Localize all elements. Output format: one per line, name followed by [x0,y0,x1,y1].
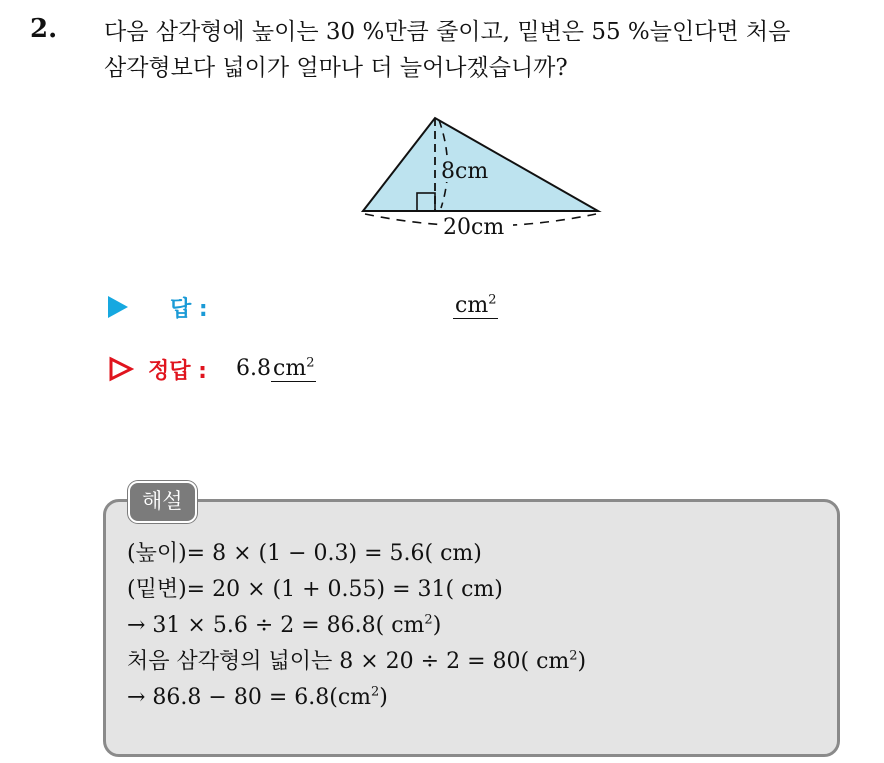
triangle-figure [355,110,615,245]
answer-row [108,292,608,326]
explanation-line-exponent: 2 [569,648,578,664]
explanation-line [127,572,586,608]
question-text [104,14,864,86]
explanation-line-exponent: 2 [371,684,380,700]
base-label: 20cm [443,215,505,240]
answer-blank[interactable] [453,294,498,319]
correct-label: 정답 : [148,359,207,384]
question-line-1: 다음 삼각형에 높이는 30 %만큼 줄이고, 밑변은 55 %늘인다면 처음 [104,19,791,45]
explanation-line-text: (밑변)= 20 × (1 + 0.55) = 31( cm) [127,577,503,602]
triangle-diagram [355,110,615,245]
question-line-2: 삼각형보다 넓이가 얼마나 더 늘어나겠습니까? [104,55,568,81]
explanation-line-tail: ) [432,613,442,638]
explanation-line [127,536,586,572]
correct-unit: cm [273,356,307,381]
explanation-line-text: 처음 삼각형의 넓이는 8 × 20 ÷ 2 = 80( cm [127,649,570,674]
explanation-line [127,680,586,716]
explanation-tag: 해설 [128,481,197,523]
question-number: 2. [30,14,58,44]
explanation-line-exponent: 2 [424,612,433,628]
answer-unit-exponent: 2 [488,292,497,308]
answer-label: 답 : [170,297,208,322]
explanation-line [127,608,586,644]
explanation-line-text: (높이)= 8 × (1 − 0.3) = 5.6( cm) [127,541,482,566]
hollow-play-icon [108,356,134,386]
explanation-lines [127,536,586,716]
explanation-line-tail: ) [379,685,388,710]
explanation-line [127,644,586,680]
correct-answer-row [108,354,608,390]
correct-unit-group [271,357,316,382]
explanation-line-text: → 31 × 5.6 ÷ 2 = 86.8( cm [127,613,425,638]
height-label: 8cm [441,159,489,184]
play-icon [108,296,128,318]
correct-value-group [236,356,316,382]
correct-value: 6.8 [236,356,271,381]
correct-unit-exponent: 2 [306,355,315,371]
explanation-line-tail: ) [577,649,587,674]
answer-unit: cm [455,293,489,318]
explanation-line-text: → 86.8 − 80 = 6.8(cm [127,685,371,710]
